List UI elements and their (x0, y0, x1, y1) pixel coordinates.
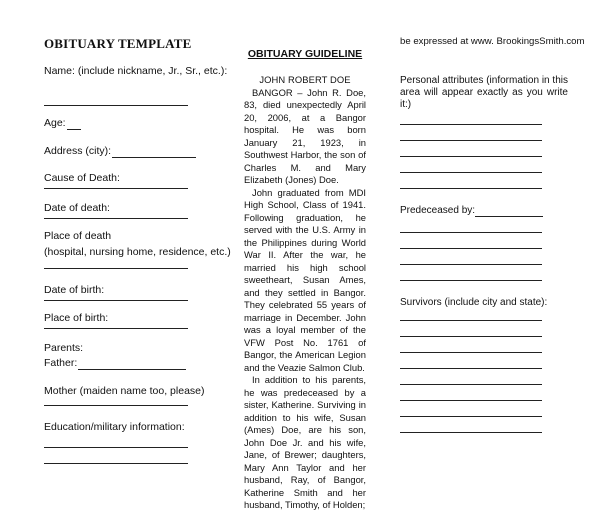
sample-paragraph-1: BANGOR – John R. Doe, 83, died unexpectedly April 20, 2006, at a Bangor hospital. He was born January 21, 1923, in Southwest Harbor, the son of Charles M. and Mary Elizabeth (Jones) Doe. (244, 86, 366, 185)
predeceased-label: Predeceased by: (400, 205, 476, 216)
personal-attributes-label: Personal attributes (information in this area will appear exactly as you write it:) (400, 75, 568, 110)
education-label: Education/military information: (44, 421, 185, 433)
place-of-death-field (44, 229, 244, 269)
mother-field (44, 384, 244, 406)
age-field (44, 116, 244, 130)
name-field (44, 64, 244, 106)
parents-label: Parents: (44, 342, 84, 354)
father-label: Father: (44, 357, 78, 369)
guideline-column (244, 48, 366, 512)
mother-label: Mother (maiden name too, please) (44, 385, 205, 397)
education-field (44, 420, 244, 464)
parents-field (44, 341, 244, 370)
sample-paragraph-3: In addition to his parents, he was predeceased by a sister, Katherine. Surviving in addition to his wife, Susan (Ames) Doe, are his son, John Doe Jr. and his wife, Jane, of Brewer; daughters, Mary Ann Taylor and her husband, Ray, of Bangor, Katherine Smith and her husband, Timothy, of Holden; (244, 374, 366, 510)
place-of-death-detail: (hospital, nursing home, residence, etc.) (44, 246, 231, 258)
form-column (44, 36, 244, 464)
cause-field (44, 171, 244, 189)
age-label: Age: (44, 117, 66, 129)
guideline-title: OBITUARY GUIDELINE (247, 48, 363, 60)
place-of-death-label: Place of death (44, 230, 112, 242)
page-title: OBITUARY TEMPLATE (44, 36, 192, 51)
education-line-2[interactable] (44, 462, 188, 464)
address-field (44, 144, 244, 158)
predeceased-line-0[interactable] (475, 205, 543, 217)
address-label: Address (city): (44, 145, 112, 157)
date-of-birth-field (44, 283, 244, 301)
date-of-death-field (44, 201, 244, 219)
survivors-label: Survivors (include city and state): (400, 297, 548, 308)
place-of-birth-label: Place of birth: (44, 312, 109, 324)
cause-label: Cause of Death: (44, 172, 120, 184)
sample-name: JOHN ROBERT DOE (259, 74, 351, 85)
father-line[interactable] (78, 357, 186, 370)
date-of-birth-label: Date of birth: (44, 284, 105, 296)
place-of-birth-field (44, 311, 244, 329)
predeceased-field (400, 205, 568, 217)
name-label: Name: (include nickname, Jr., Sr., etc.): (44, 65, 228, 77)
date-of-death-label: Date of death: (44, 202, 110, 214)
website-note: be expressed at www. BrookingsSmith.com (400, 36, 585, 47)
age-line[interactable] (67, 117, 81, 130)
address-line[interactable] (112, 145, 196, 158)
sample-paragraph-2: John graduated from MDI High School, Class of 1941. Following graduation, he served with the U.S. Army in the Philippines during World War II. After the war, he married his high school sweetheart, Susan Ames, and they settled in Bangor. They celebrated 55 years of marriage in December. John was a loyal member of the VFW Post No. 1761 of Bangor, the American Legion and the Veazie Salmon Club. (244, 186, 366, 373)
father-field (44, 356, 244, 370)
survivors-line-8[interactable] (400, 431, 542, 433)
details-column (400, 36, 585, 433)
